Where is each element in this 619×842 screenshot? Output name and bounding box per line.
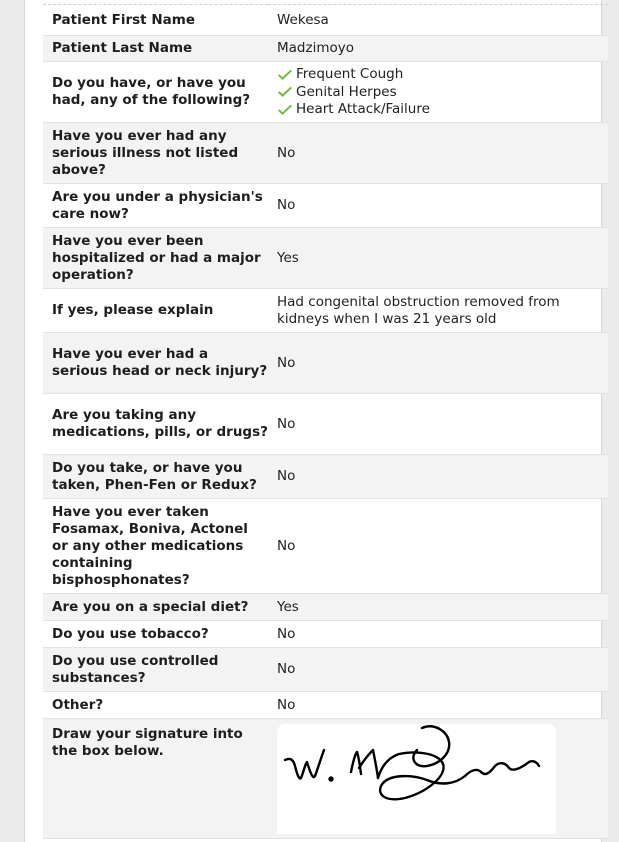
table-row [43,62,608,123]
table-row [43,692,608,719]
question-label: Do you use tobacco? [43,621,268,648]
question-label: Have you ever been hospitalized or had a major operation? [43,228,268,289]
question-label: Have you ever had a serious head or neck injury? [43,333,268,394]
check-mark-icon [277,104,293,116]
signature-box[interactable] [277,724,556,834]
question-label: If yes, please explain [43,289,268,333]
answer-value: Had congenital obstruction removed from kidneys when I was 21 years old [268,289,608,333]
table-row [43,36,608,62]
answer-value: No [268,123,608,184]
answer-value: Yes [268,594,608,621]
question-label: Are you on a special diet? [43,594,268,621]
question-label: Draw your signature into the box below. [43,719,268,839]
question-label: Do you use controlled substances? [43,648,268,692]
answer-value: No [268,184,608,228]
form-page [24,0,602,842]
question-label: Are you taking any medications, pills, or drugs? [43,394,268,455]
table-row [43,228,608,289]
table-row [43,594,608,621]
question-label: Are you under a physician's care now? [43,184,268,228]
table-row [43,123,608,184]
table-row [43,289,608,333]
answer-value: No [268,621,608,648]
table-row [43,719,608,839]
check-mark-icon [277,69,293,81]
question-label: Have you ever taken Fosamax, Boniva, Actonel or any other medications containing bisphosphonates? [43,499,268,594]
checklist-answer [268,62,608,123]
signature-drawing [277,724,556,834]
question-label: Patient Last Name [43,36,268,62]
table-row [43,455,608,499]
check-item [277,66,608,84]
answer-value: Wekesa [268,5,608,36]
answer-value: Madzimoyo [268,36,608,62]
table-row [43,621,608,648]
question-label: Do you take, or have you taken, Phen-Fen or Redux? [43,455,268,499]
question-label: Do you have, or have you had, any of the following? [43,62,268,123]
table-row [43,648,608,692]
check-item-label: Frequent Cough [296,66,404,82]
answer-value: No [268,648,608,692]
question-label: Patient First Name [43,5,268,36]
table-row [43,184,608,228]
check-item-label: Genital Herpes [296,83,397,100]
table-row [43,333,608,394]
answer-value: No [268,455,608,499]
question-label: Have you ever had any serious illness not listed above? [43,123,268,184]
answer-value: Yes [268,228,608,289]
patient-history-table [43,4,608,839]
answer-value: No [268,499,608,594]
check-item [277,83,608,101]
table-row [43,499,608,594]
answer-value: No [268,394,608,455]
check-item-label: Heart Attack/Failure [296,101,430,117]
signature-cell [268,719,608,839]
check-mark-icon [277,86,293,98]
answer-value: No [268,333,608,394]
table-row [43,5,608,36]
table-row [43,394,608,455]
question-label: Other? [43,692,268,719]
check-item [277,101,608,119]
answer-value: No [268,692,608,719]
